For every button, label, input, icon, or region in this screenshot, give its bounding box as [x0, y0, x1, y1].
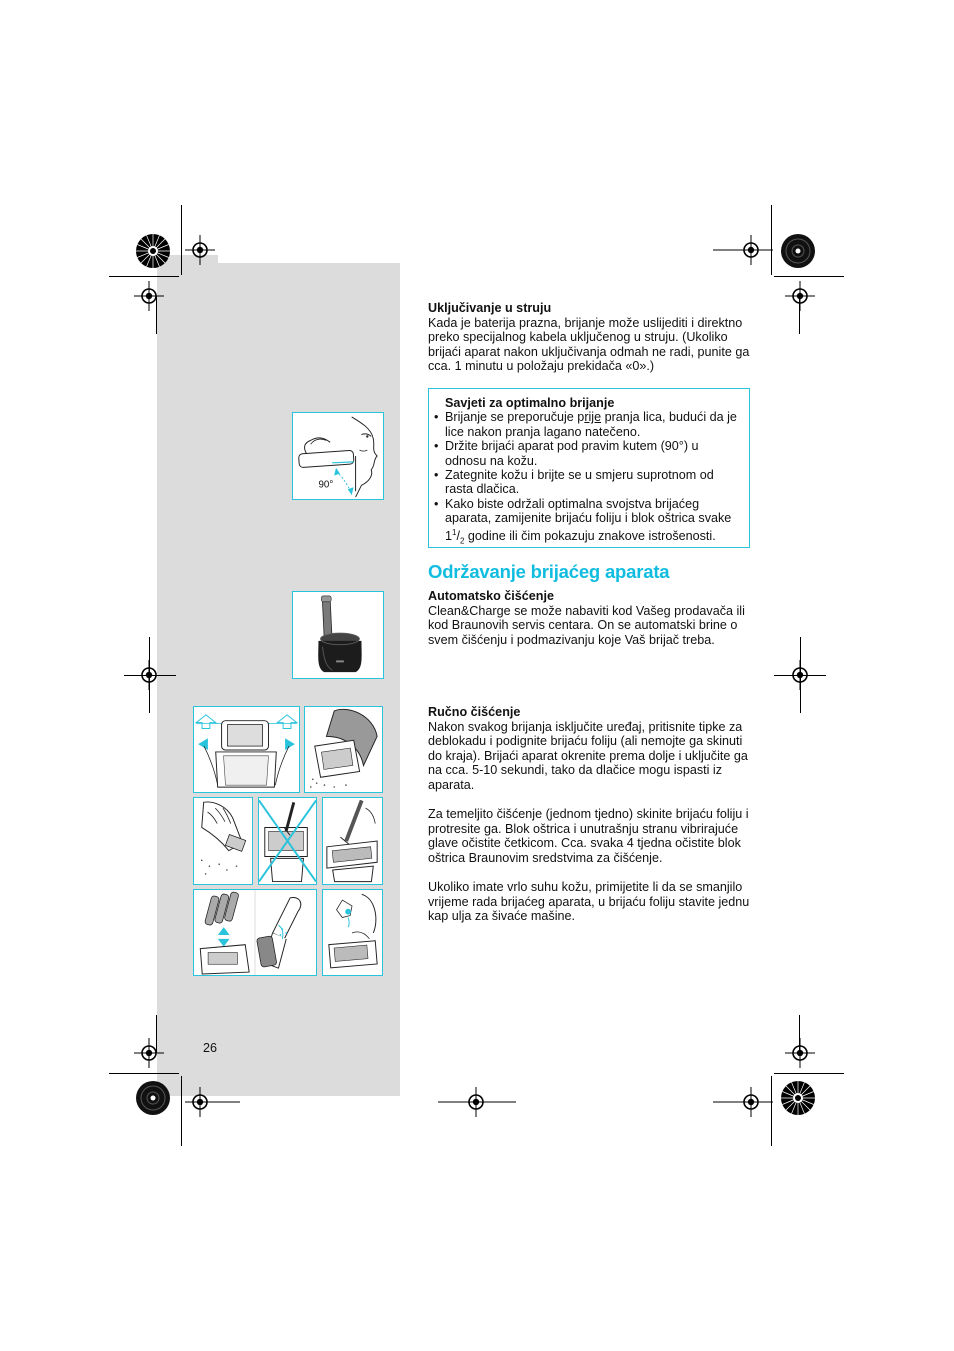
tip-item: • Zategnite kožu i brijte se u smjeru suprotnom od rasta dlačica. [434, 468, 741, 497]
foil-release-figure [193, 706, 300, 793]
registration-mark-icon [134, 660, 164, 690]
registration-mark-icon [134, 1038, 164, 1068]
auto-cleaning-heading: Automatsko čišćenje [428, 589, 554, 603]
remove-foil-figure [193, 797, 253, 885]
do-not-brush-foil-figure [258, 797, 317, 885]
registration-mark-icon [713, 235, 773, 265]
tip-underlined-text: rije [584, 410, 602, 425]
registration-mark-icon [785, 281, 815, 311]
tip-item: • Držite brijaći aparat pod pravim kutem (90°) u odnosu na kožu. [434, 439, 741, 468]
fraction-numerator: 1 [452, 527, 457, 537]
manual-cleaning-heading: Ručno čišćenje [428, 705, 521, 719]
tip-text: Kako biste održali optimalna svojstva brijaćeg aparata, zamijenite brijaću foliju i blok oštrica svake 1 [445, 496, 732, 543]
oil-drop-figure [322, 889, 383, 976]
brush-cutter-figure [322, 797, 383, 885]
registration-mark-icon [438, 1087, 516, 1117]
manual-cleaning-paragraph: Nakon svakog brijanja isključite uređaj, pritisnite tipke za deblokadu i podignite brijaću foliju (ali nemojte ga skinuti do kraja). Brijaći aparat okrenite prema dolje i uključite ga na cca. 5-10 sekundi, tako da dlačice mogu ispasti iz aparata. [428, 719, 748, 792]
manual-cleaning-paragraph: Ukoliko imate vrlo suhu kožu, primijetite li da se smanjilo vrijeme rada brijaćeg aparata, u brijaću foliju stavite jednu kap ulja za šivaće mašine. [428, 880, 750, 924]
tips-list [434, 410, 741, 548]
tips-heading: Savjeti za optimalno brijanje [445, 396, 615, 410]
crop-mark [109, 276, 179, 277]
registration-mark-icon [185, 235, 215, 265]
tip-text: Brijanje se preporučuje p [445, 410, 585, 425]
color-wheel-icon [780, 233, 816, 269]
shake-out-figure [304, 706, 383, 793]
registration-mark-icon [785, 1038, 815, 1068]
angle-label: 90° [318, 479, 334, 491]
crop-mark [181, 205, 182, 275]
crop-mark [181, 1076, 182, 1146]
crop-mark [774, 276, 844, 277]
tip-item [434, 410, 741, 439]
registration-mark-icon [785, 660, 815, 690]
registration-mark-icon [134, 281, 164, 311]
maintenance-title: Održavanje brijaćeg aparata [428, 561, 670, 582]
registration-mark-icon [713, 1087, 773, 1117]
page-number: 26 [203, 1041, 218, 1055]
crop-mark [774, 1073, 844, 1074]
tip-text: godine ili čim pokazuju znakove istrošenosti. [464, 528, 716, 543]
fraction-denominator: 2 [459, 536, 465, 546]
color-wheel-icon [135, 1080, 171, 1116]
auto-cleaning-body: Clean&Charge se može nabaviti kod Vašeg prodavača ili kod Braunovih servis centara. On se automatski brine o svem čišćenju i podmazivanju koje Vaš brijač treba. [428, 603, 745, 647]
color-wheel-icon [135, 233, 171, 269]
tip-item: • Kako biste održali optimalna svojstva brijaćeg aparata, zamijenite brijaću foliju i blok oštrica svake $1^1/_2$ godine ili čim pokazuju znakove istrošenosti. [434, 497, 741, 549]
plug-section [428, 301, 753, 374]
manual-cleaning-section [428, 705, 753, 924]
cutter-block-figure [193, 889, 317, 976]
tip-text: pranja lica, budući da je lice nakon pranja lagano natečeno. [445, 410, 737, 439]
clean-charge-figure [292, 591, 384, 679]
plug-heading: Uključivanje u struju [428, 301, 552, 315]
registration-mark-icon [185, 1087, 240, 1117]
plug-body: Kada je baterija prazna, brijanje može uslijediti i direktno preko specijalnog kabela uključenog u struju. (Ukoliko brijaći aparat nakon uključivanja odmah ne radi, punite ga cca. 1 minutu u položaju prekidača «0».) [428, 315, 750, 374]
manual-cleaning-paragraph: Za temeljito čišćenje (jednom tjedno) skinite brijaću foliju i protresite ga. Blok oštrica i unutrašnju stranu vibrirajuće glave očistite četkicom. Cca. svaka 4 tjedna očistite blok oštrica Braunovim sredstvima za čišćenje. [428, 807, 749, 865]
shaving-angle-figure [292, 412, 384, 500]
color-wheel-icon [780, 1080, 816, 1116]
crop-mark [109, 1073, 179, 1074]
auto-cleaning-section [428, 589, 753, 647]
shaving-tips-box [428, 388, 750, 548]
